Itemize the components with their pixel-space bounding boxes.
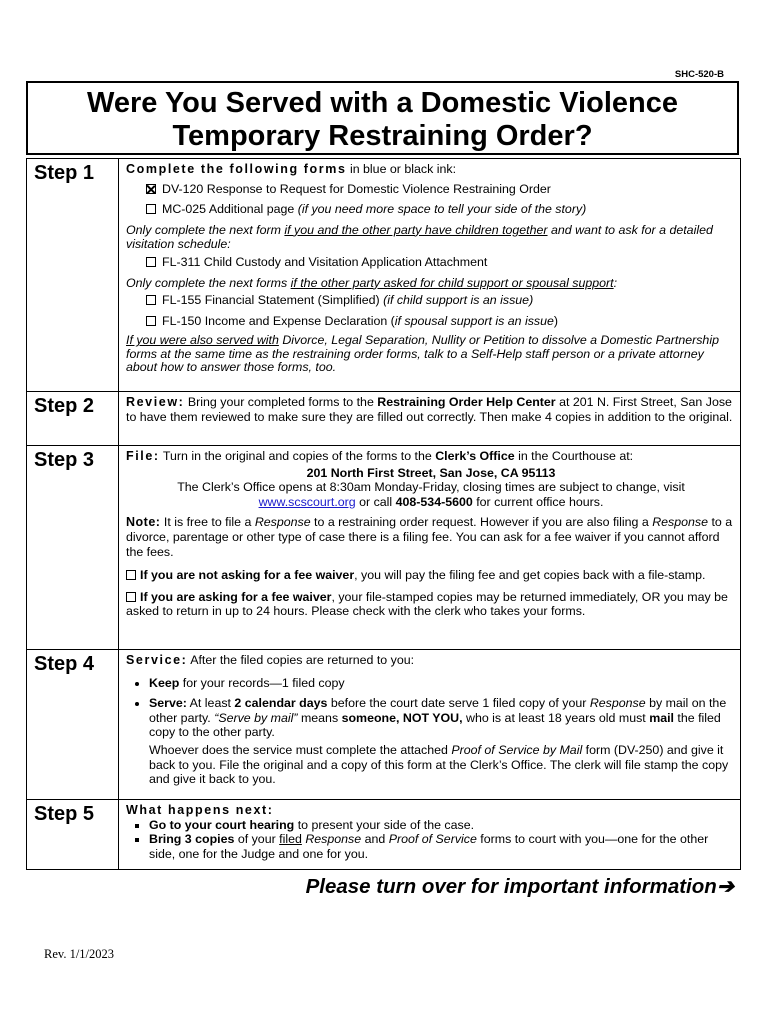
form-fl155-note: (if child support is an issue) [383, 293, 534, 308]
served-instruction: If you were also served with Divorce, Legal Separation, Nullity or Petition to dissolve a Domestic Partnership forms at the same time as the restraining order forms, talk to a Self-Help staff person or a private attorney about how to answer those forms, too. [126, 333, 719, 375]
right-arrow-icon: ➔ [716, 875, 734, 898]
fee-note: Note: It is free to file a Response to a restraining order request. However if you are also filing a Response to a divorce, parentage or other type of case there is a filing fee. You can ask for a fee waiver if you cannot afford the fees. [126, 515, 733, 559]
help-center-name: Restraining Order Help Center [377, 395, 556, 409]
form-item-dv120[interactable] [126, 182, 736, 197]
turn-over-notice [0, 875, 734, 898]
checkbox-icon[interactable] [126, 570, 136, 580]
step-5-body [119, 800, 741, 870]
step-2-label: Step 2 [27, 392, 119, 446]
title-line-2: Temporary Restraining Order? [172, 120, 593, 152]
form-code: SHC-520-B [674, 69, 724, 80]
note-label: Note: [126, 515, 161, 530]
contact-line: www.scscourt.org or call 408-534-5600 for current office hours. [258, 494, 604, 509]
step-2-heading: Review: [126, 395, 185, 409]
form-mc025-label: MC-025 Additional page [162, 202, 298, 217]
list-item: • Keep for your records—1 filed copy [149, 676, 736, 691]
website-link[interactable]: www.scscourt.org [258, 494, 356, 509]
form-fl150-note: if spousal support is an issue [394, 313, 554, 328]
step-4-heading: Service: [126, 653, 188, 667]
step-1-label: Step 1 [27, 159, 119, 392]
step-3-heading: File: [126, 449, 160, 463]
proof-of-service-text: Whoever does the service must complete the attached Proof of Service by Mail form (DV-250) and give it back to you. File the original and a copy of this form at the Clerk’s Office. The clerk will file stamp the copy and give it back to you. [149, 742, 729, 787]
form-item-fl155[interactable] [126, 293, 736, 308]
form-dv120-label: DV-120 Response to Request for Domestic Violence Restraining Order [162, 181, 551, 196]
page-title [26, 81, 739, 155]
form-fl311-label: FL-311 Child Custody and Visitation Application Attachment [162, 254, 488, 269]
children-instruction: Only complete the next form if you and the other party have children together and want to ask for a detailed visitation schedule: [126, 222, 713, 252]
form-mc025-note: (if you need more space to tell your side of the story) [297, 202, 587, 217]
form-item-mc025[interactable] [126, 202, 736, 217]
checkbox-icon[interactable] [146, 295, 156, 305]
courthouse-address: 201 North First Street, San Jose, CA 95113 [306, 465, 556, 480]
list-item: • Serve: At least 2 calendar days before the court date serve 1 filed copy of your Response by mail on the other party. “Serve by mail” means someone, NOT YOU, who is at least 18 years old must mail the filed copy to the other party. Whoever does the service must complete the attached Proof of Service by Mail form (DV-250) and give it back to you. File the original and a copy of this form at the Clerk’s Office. The clerk will file stamp the copy and give it back to you. [149, 696, 736, 787]
checked-checkbox-icon[interactable] [146, 184, 156, 194]
step-row-3 [27, 446, 741, 650]
step-1-heading: Complete the following forms [126, 162, 347, 176]
clerks-office: Clerk’s Office [435, 449, 515, 463]
checkbox-icon[interactable] [146, 257, 156, 267]
step-row-5 [27, 800, 741, 870]
turn-over-text: Please turn over for important information [305, 875, 717, 898]
steps-table [26, 158, 741, 870]
step-row-4 [27, 650, 741, 800]
step-1-body [119, 159, 741, 392]
next-steps-list [126, 818, 736, 862]
clerk-hours: The Clerk’s Office opens at 8:30am Monday-Friday, closing times are subject to change, visit [177, 480, 685, 495]
step-4-body: Service: After the filed copies are returned to you: • Keep for your records—1 filed copy • Serve: At least 2 calendar days before the court date serve 1 filed copy of your Response by mail on the other party. “Serve by mail” means someone, NOT YOU, who is at least 18 years old must mail the filed copy to the other party. Whoever does the service must complete the attached Proof of Service by Mail form (DV-250) and give it back to you. File the original and a copy of this form at the Clerk’s Office. The clerk will file stamp the copy and give it back to you. [119, 650, 741, 800]
step-5-heading: What happens next: [126, 803, 274, 817]
checkbox-icon[interactable] [146, 316, 156, 326]
service-list [126, 676, 736, 787]
list-item: ▪ Go to your court hearing to present your side of the case. [149, 818, 736, 833]
checkbox-icon[interactable] [126, 592, 136, 602]
step-4-label: Step 4 [27, 650, 119, 800]
phone-number: 408-534-5600 [395, 494, 473, 509]
step-row-1 [27, 159, 741, 392]
form-item-fl311[interactable] [126, 255, 736, 270]
form-fl150-label: FL-150 Income and Expense Declaration ( [162, 313, 395, 328]
form-item-fl150[interactable]: FL-150 Income and Expense Declaration (if spousal support is an issue) [126, 314, 736, 329]
fee-option-waiver[interactable]: If you are asking for a fee waiver, your file-stamped copies may be returned immediately, OR you may be asked to return in up to 24 hours. Please check with the clerk who takes your forms. [126, 589, 728, 619]
revision-date: Rev. 1/1/2023 [44, 947, 115, 961]
list-item: ▪ Bring 3 copies of your filed Response and Proof of Service forms to court with you—one for the other side, one for the Judge and one for you. [149, 832, 736, 861]
support-instruction: Only complete the next forms if the other party asked for child support or spousal support: [126, 275, 618, 290]
step-3-label: Step 3 [27, 446, 119, 650]
checkbox-icon[interactable] [146, 204, 156, 214]
step-2-body: Review: Bring your completed forms to the Restraining Order Help Center at 201 N. First Street, San Jose to have them reviewed to make sure they are filled out correctly. Then make 4 copies in addition to the original. [119, 392, 741, 446]
step-5-label: Step 5 [27, 800, 119, 870]
form-fl155-label: FL-155 Financial Statement (Simplified) [162, 293, 384, 308]
step-row-2 [27, 392, 741, 446]
step-3-body: File: Turn in the original and copies of the forms to the Clerk’s Office in the Courthouse at: 201 North First Street, San Jose, CA 95113 The Clerk’s Office opens at 8:30am Monday-Friday, closing times are subject to change, visit www.scscourt.org or call 408-534-5600 for current office hours. Note: It is free to file a Response to a restraining order request. However if you are also filing a Response to a divorce, parentage or other type of case there is a filing fee. You can ask for a fee waiver if you cannot afford the fees. If you are not asking for a fee waiver, you will pay the filing fee and get copies back with a file-stamp. If you are asking for a fee waiver, your file-stamped copies may be returned immediately, OR you may be asked to return in up to 24 hours. Please check with the clerk who takes your forms. [119, 446, 741, 650]
step-1-heading-rest: in blue or black ink: [346, 162, 457, 176]
fee-option-no-waiver[interactable]: If you are not asking for a fee waiver, you will pay the filing fee and get copies back with a file-stamp. [126, 568, 736, 583]
title-line-1: Were You Served with a Domestic Violence [87, 87, 678, 119]
